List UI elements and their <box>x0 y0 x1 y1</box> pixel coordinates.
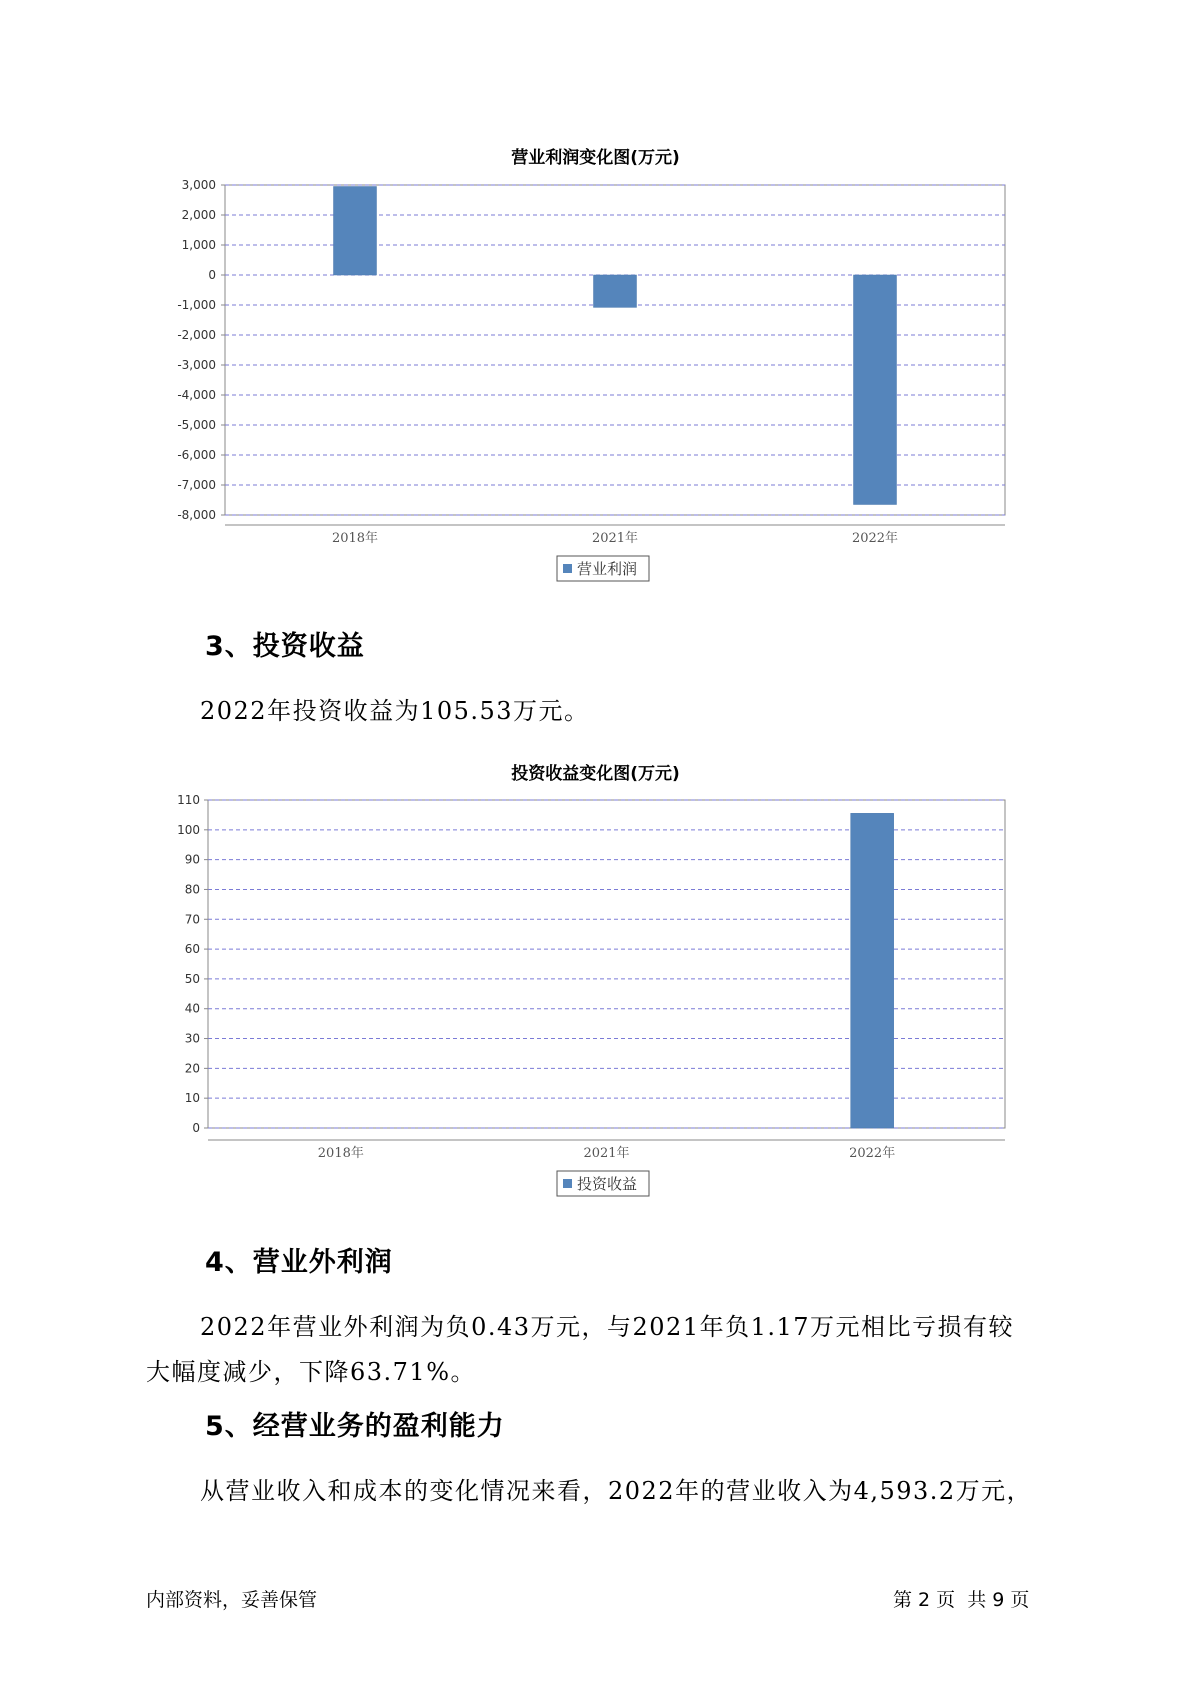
y-tick-label: -7,000 <box>177 478 216 492</box>
x-tick-label: 2021年 <box>583 1146 630 1161</box>
x-tick-label: 2018年 <box>317 1146 364 1161</box>
y-tick-label: 70 <box>184 912 200 927</box>
x-tick-label: 2021年 <box>591 531 639 546</box>
chart2-title: 投资收益变化图(万元) <box>511 764 680 784</box>
y-tick-label: -4,000 <box>177 388 216 402</box>
section4-heading: 4、营业外利润 <box>205 1247 393 1278</box>
y-tick-label: -2,000 <box>177 328 216 342</box>
y-tick-label: 0 <box>192 1121 200 1135</box>
footer-page-number: 第 2 页 共 9 页 <box>893 1589 1030 1611</box>
y-tick-label: -3,000 <box>177 358 216 372</box>
chart1-title: 营业利润变化图(万元) <box>511 148 680 168</box>
y-tick-label: -6,000 <box>177 448 216 462</box>
y-tick-label: 30 <box>184 1031 200 1046</box>
y-tick-label: 0 <box>208 268 216 282</box>
y-tick-label: -8,000 <box>177 508 216 522</box>
bar-2022年 <box>851 813 894 1128</box>
y-tick-label: -1,000 <box>177 298 216 312</box>
footer-confidential: 内部资料，妥善保管 <box>146 1589 318 1611</box>
y-tick-label: 90 <box>184 852 200 867</box>
x-tick-label: 2022年 <box>849 1146 896 1161</box>
y-tick-label: 40 <box>184 1001 200 1016</box>
y-tick-label: 50 <box>184 971 200 986</box>
y-tick-label: 20 <box>184 1061 200 1076</box>
section5-heading: 5、经营业务的盈利能力 <box>205 1411 505 1442</box>
x-tick-label: 2022年 <box>851 531 899 546</box>
y-tick-label: 60 <box>184 942 200 957</box>
section3-text: 2022年投资收益为105.53万元。 <box>200 697 590 725</box>
y-tick-label: 3,000 <box>181 178 216 192</box>
y-tick-label: 100 <box>177 822 200 837</box>
y-tick-label: 110 <box>177 793 200 807</box>
legend-label: 营业利润 <box>577 560 638 578</box>
y-tick-label: 2,000 <box>181 208 216 222</box>
y-tick-label: 80 <box>184 882 200 897</box>
section4-text-line1: 2022年营业外利润为负0.43万元，与2021年负1.17万元相比亏损有较 <box>200 1313 1015 1341</box>
legend-label: 投资收益 <box>577 1175 638 1193</box>
y-tick-label: -5,000 <box>177 418 216 432</box>
y-tick-label: 1,000 <box>181 238 216 252</box>
legend-swatch <box>563 1179 572 1188</box>
x-tick-label: 2018年 <box>331 531 379 546</box>
section3-heading: 3、投资收益 <box>205 631 365 662</box>
y-tick-label: 10 <box>184 1091 200 1106</box>
section5-text: 从营业收入和成本的变化情况来看，2022年的营业收入为4,593.2万元， <box>200 1477 1033 1505</box>
section4-text-line2: 大幅度减少，下降63.71%。 <box>146 1358 477 1386</box>
